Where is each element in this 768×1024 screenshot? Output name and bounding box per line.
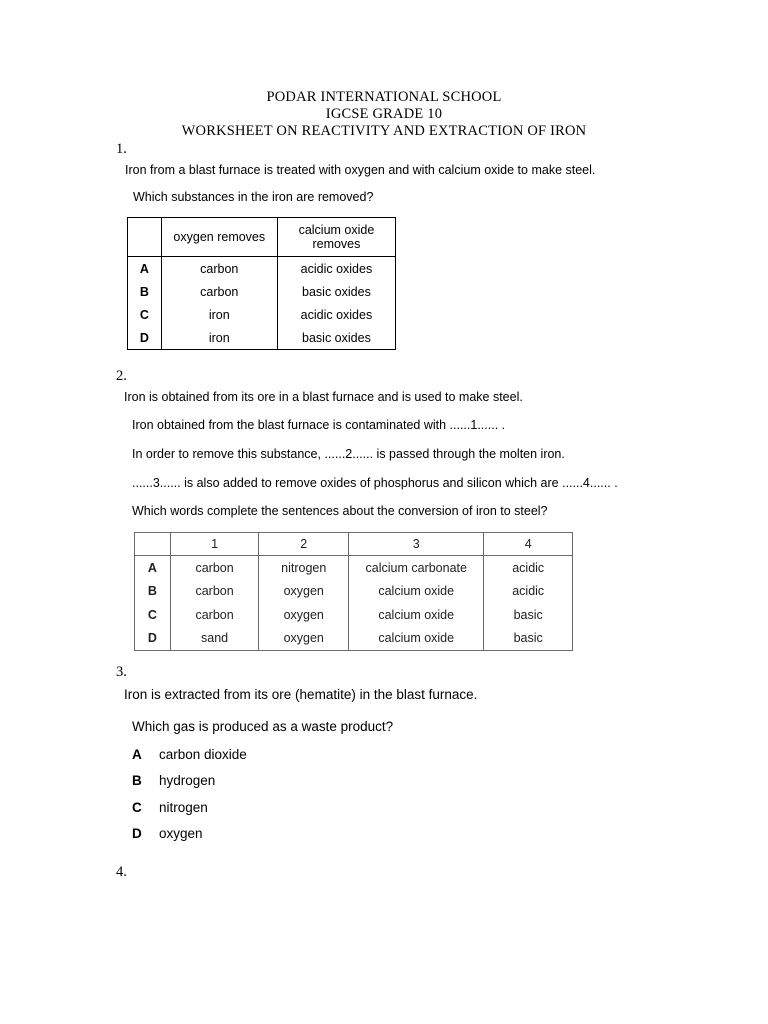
table-header-cell — [135, 533, 171, 556]
header-line: calcium oxide — [298, 223, 375, 237]
option-letter: B — [135, 580, 171, 604]
table-row — [135, 580, 573, 604]
option-text: nitrogen — [159, 800, 208, 815]
option-text: carbon dioxide — [159, 747, 247, 762]
table-cell: basic — [484, 627, 573, 651]
table-cell: sand — [170, 627, 259, 651]
option-letter: C — [128, 303, 162, 326]
table-row — [128, 257, 396, 281]
grade-label: IGCSE GRADE 10 — [325, 106, 443, 122]
question-1-table — [127, 217, 396, 350]
option-letter: B — [132, 773, 142, 788]
table-header-cell: oxygen removes — [161, 218, 277, 257]
question-2-line-2: In order to remove this substance, ......2...... is passed through the molten iron. — [132, 447, 565, 461]
question-2-stem: Iron is obtained from its ore in a blast furnace and is used to make steel. — [124, 390, 523, 404]
table-header-cell: 4 — [484, 533, 573, 556]
question-3-number: 3. — [116, 664, 127, 680]
worksheet-title: WORKSHEET ON REACTIVITY AND EXTRACTION OF IRON — [181, 123, 587, 139]
table-cell: carbon — [170, 580, 259, 604]
header-line: removes — [312, 237, 361, 251]
option-letter: A — [132, 747, 142, 762]
question-2-prompt: Which words complete the sentences about the conversion of iron to steel? — [132, 504, 548, 518]
table-row — [135, 627, 573, 651]
question-3-stem: Iron is extracted from its ore (hematite) in the blast furnace. — [124, 687, 478, 702]
table-cell: iron — [161, 326, 277, 350]
table-cell: carbon — [161, 257, 277, 281]
school-name: PODAR INTERNATIONAL SCHOOL — [266, 89, 502, 105]
table-row — [128, 326, 396, 350]
table-cell: basic oxides — [277, 280, 395, 303]
table-header-cell: 1 — [170, 533, 259, 556]
table-cell: acidic — [484, 580, 573, 604]
table-row — [135, 556, 573, 580]
option-letter: A — [128, 257, 162, 281]
option-letter: C — [135, 603, 171, 627]
question-2-line-3: ......3...... is also added to remove oxides of phosphorus and silicon which are ......4...... . — [132, 476, 618, 490]
table-cell: calcium oxide — [349, 603, 484, 627]
question-4-number: 4. — [116, 864, 127, 880]
table-cell: basic oxides — [277, 326, 395, 350]
question-2-line-1: Iron obtained from the blast furnace is contaminated with ......1...... . — [132, 418, 506, 432]
table-cell: iron — [161, 303, 277, 326]
question-1-number: 1. — [116, 141, 127, 157]
table-cell: calcium oxide — [349, 580, 484, 604]
option-letter: D — [128, 326, 162, 350]
question-2-number: 2. — [116, 368, 127, 384]
option-letter: D — [135, 627, 171, 651]
table-header-cell — [277, 218, 395, 257]
table-cell: calcium carbonate — [349, 556, 484, 580]
option-letter: D — [132, 826, 142, 841]
table-cell: nitrogen — [259, 556, 349, 580]
question-3-prompt: Which gas is produced as a waste product? — [132, 719, 394, 734]
option-letter: B — [128, 280, 162, 303]
table-row — [128, 303, 396, 326]
table-cell: carbon — [170, 556, 259, 580]
table-cell: calcium oxide — [349, 627, 484, 651]
table-cell: carbon — [161, 280, 277, 303]
question-2-table — [134, 532, 573, 651]
option-letter: A — [135, 556, 171, 580]
table-cell: acidic oxides — [277, 303, 395, 326]
option-letter: C — [132, 800, 142, 815]
table-header-cell — [128, 218, 162, 257]
question-1-prompt: Which substances in the iron are removed? — [133, 190, 374, 204]
table-header-cell: 3 — [349, 533, 484, 556]
table-cell: oxygen — [259, 580, 349, 604]
table-cell: acidic — [484, 556, 573, 580]
table-cell: carbon — [170, 603, 259, 627]
table-cell: oxygen — [259, 603, 349, 627]
table-header-cell: 2 — [259, 533, 349, 556]
table-cell: oxygen — [259, 627, 349, 651]
option-text: oxygen — [159, 826, 203, 841]
question-1-stem: Iron from a blast furnace is treated with oxygen and with calcium oxide to make steel. — [125, 163, 596, 177]
table-cell: basic — [484, 603, 573, 627]
table-cell: acidic oxides — [277, 257, 395, 281]
option-text: hydrogen — [159, 773, 216, 788]
table-row — [135, 603, 573, 627]
table-row — [128, 280, 396, 303]
